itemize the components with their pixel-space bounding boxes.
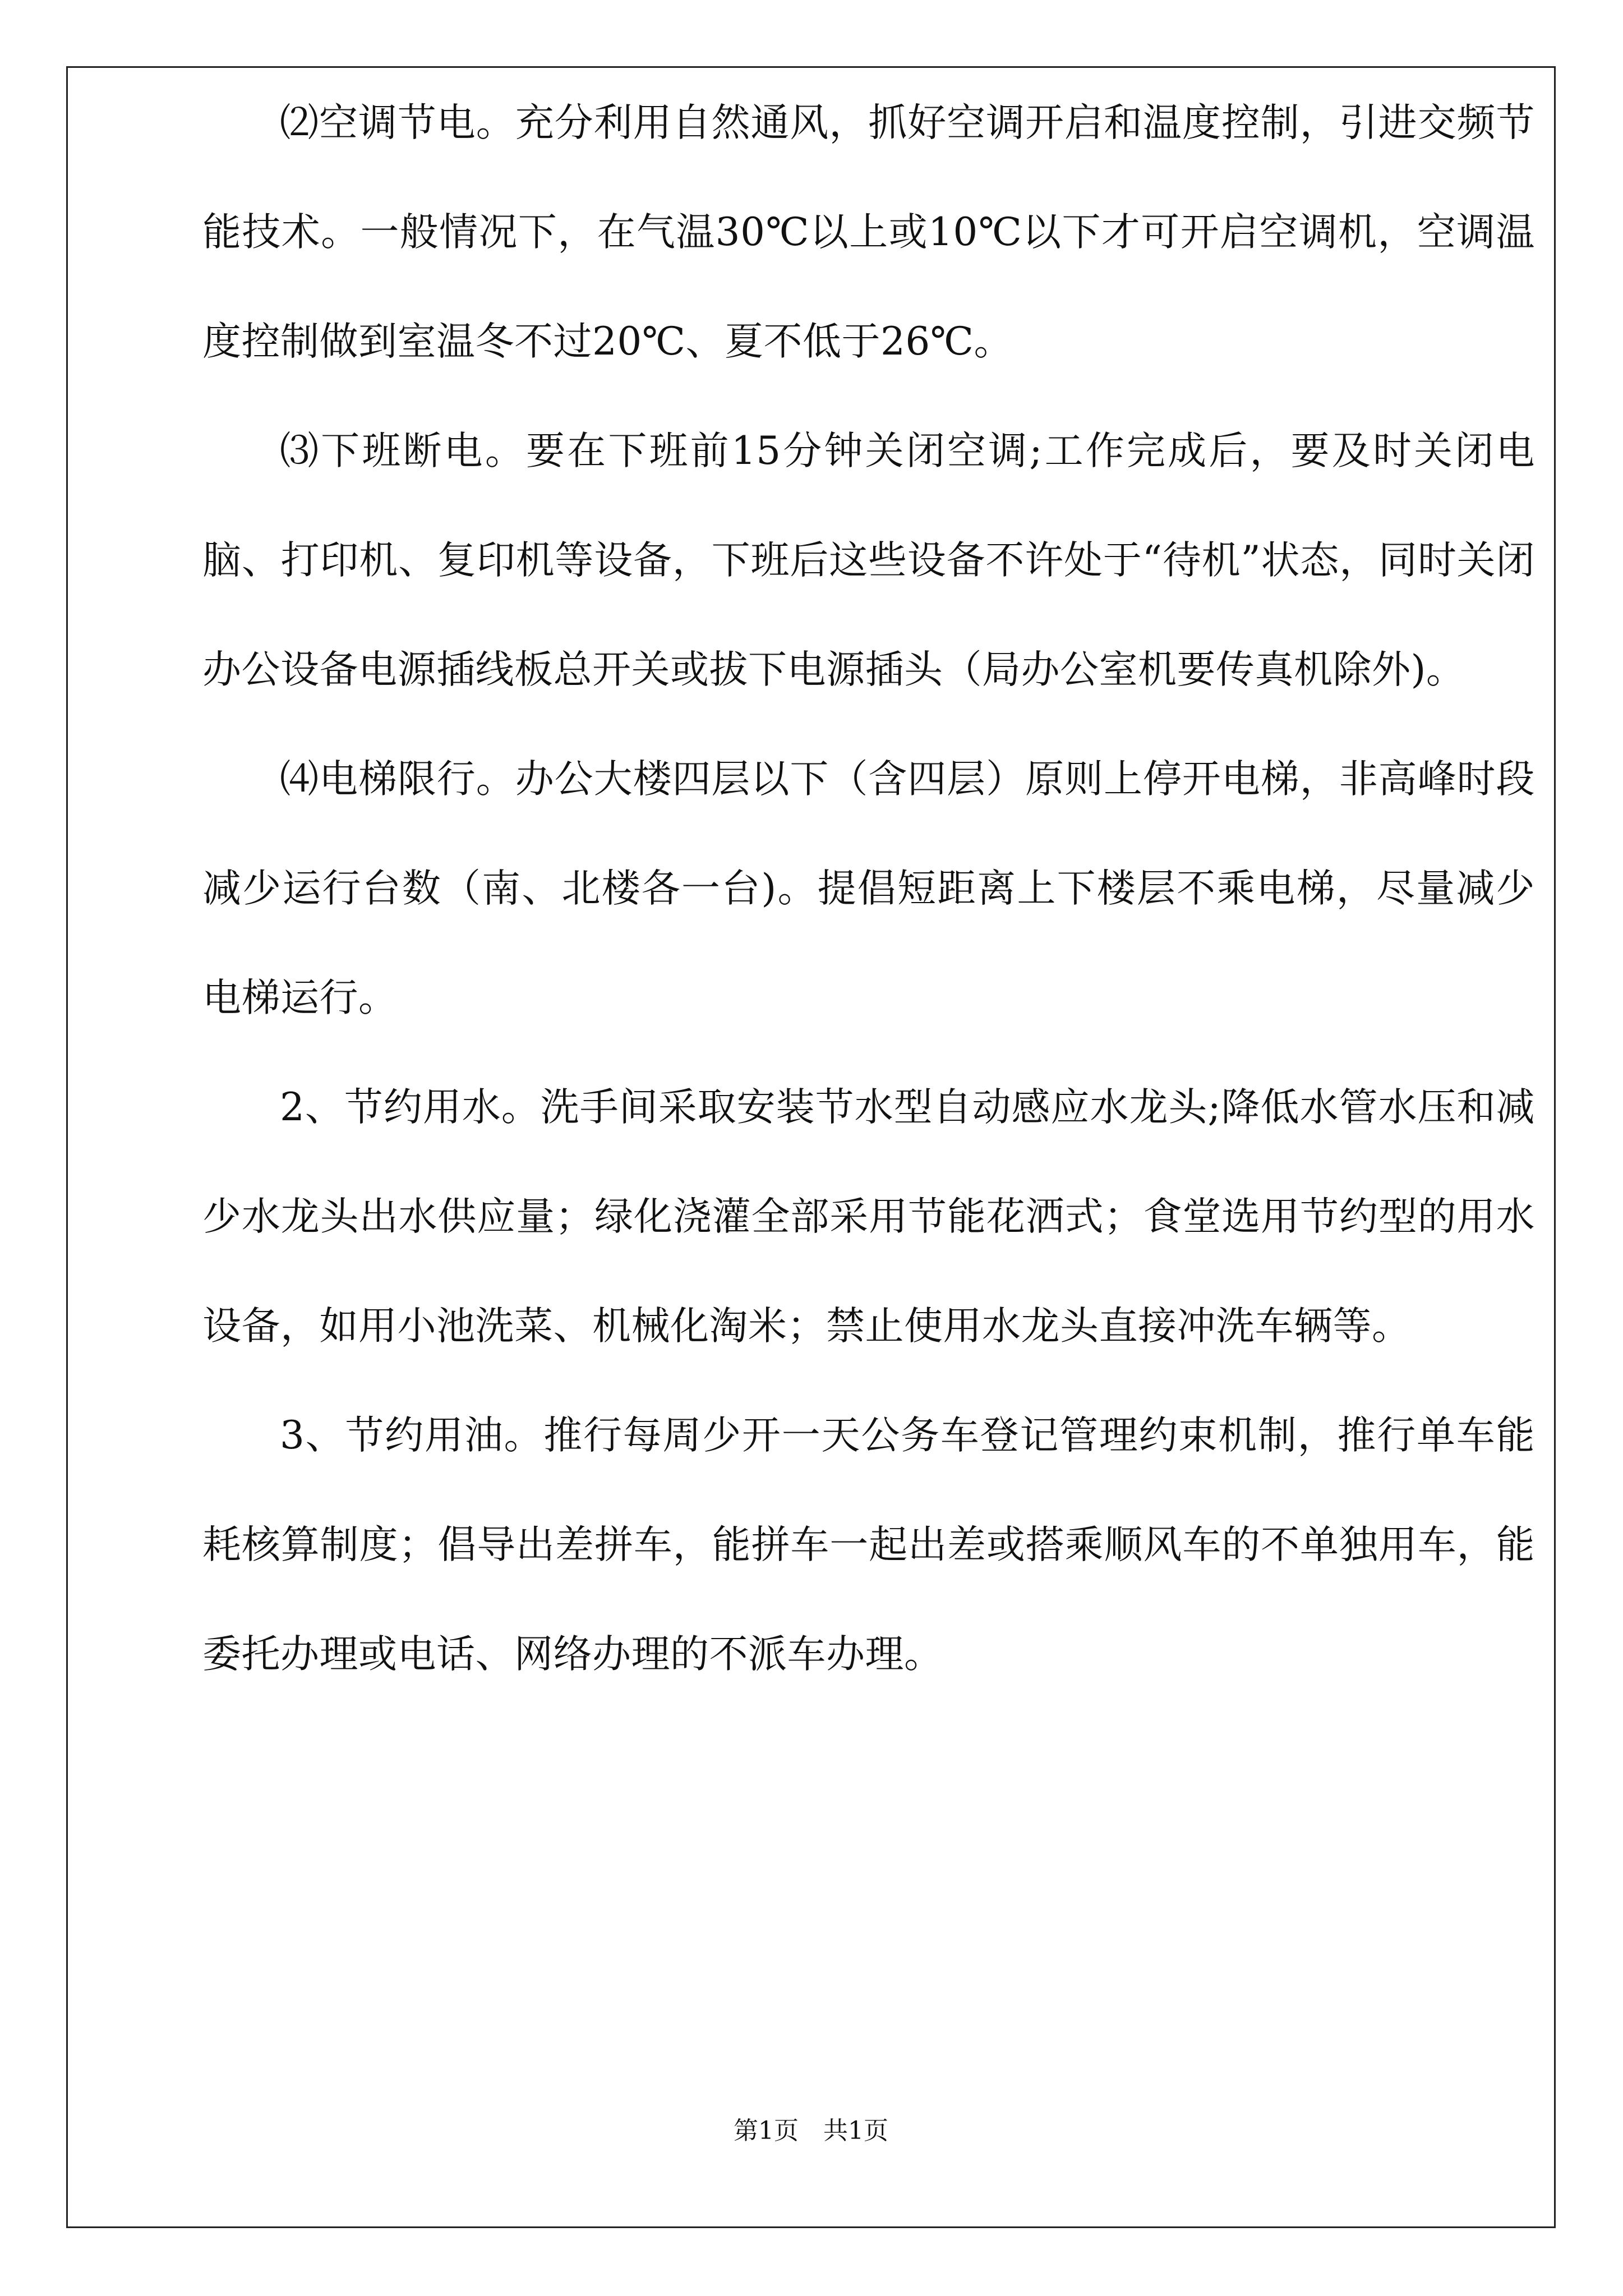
page-number-footer: 第1页 共1页 xyxy=(734,2116,888,2145)
paragraph-fuel-saving: 3、节约用油。推行每周少开一天公务车登记管理约束机制，推行单车能耗核算制度；倡导出差拼车，能拼车一起出差或搭乘顺风车的不单独用车，能委托办理或电话、网络办理的不派车办理。 xyxy=(202,1413,1535,1677)
paragraph-elevator: ⑷电梯限行。办公大楼四层以下（含四层）原则上停开电梯，非高峰时段减少运行台数（南、北楼各一台)。提倡短距离上下楼层不乘电梯，尽量减少电梯运行。 xyxy=(202,757,1535,1020)
page-frame xyxy=(66,66,1556,2228)
paragraph-water-saving: 2、节约用水。洗手间采取安装节水型自动感应水龙头;降低水管水压和减少水龙头出水供应量；绿化浇灌全部采用节能花洒式；食堂选用节约型的用水设备，如用小池洗菜、机械化淘米；禁止使用水龙头直接冲洗车辆等。 xyxy=(202,1085,1535,1349)
paragraph-power-off: ⑶下班断电。要在下班前15分钟关闭空调;工作完成后，要及时关闭电脑、打印机、复印机等设备，下班后这些设备不许处于“待机”状态，同时关闭办公设备电源插线板总开关或拔下电源插头（局办公室机要传真机除外)。 xyxy=(202,429,1535,692)
paragraph-air-conditioning: ⑵空调节电。充分利用自然通风，抓好空调开启和温度控制，引进交频节能技术。一般情况下，在气温30℃以上或10℃以下才可开启空调机，空调温度控制做到室温冬不过20℃、夏不低于26℃。 xyxy=(202,100,1535,364)
document-body xyxy=(202,68,1535,1709)
